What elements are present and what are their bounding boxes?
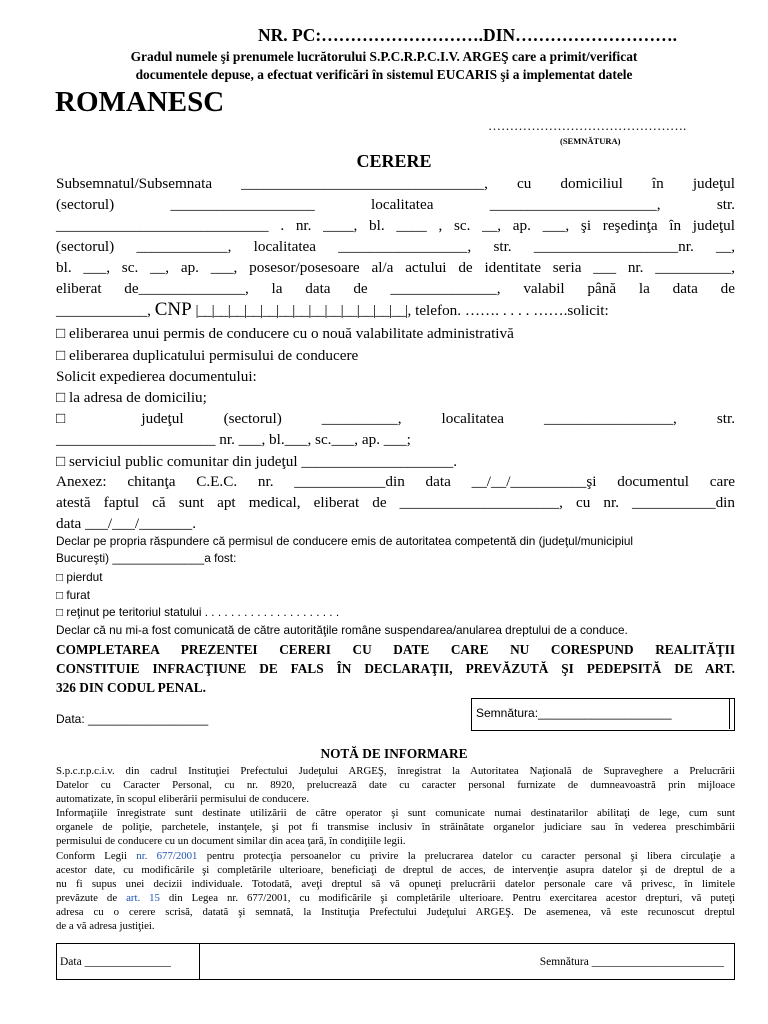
notice-p3-line-4 — [56, 892, 735, 906]
option-duplicate-checkbox[interactable]: □ eliberarea duplicatului permisului de conducere — [56, 347, 359, 364]
notice-date-cell[interactable] — [57, 944, 200, 980]
request-line-1[interactable]: Subsemnatul/Subsemnata ________________________________, cu domiciliul în judeţul — [56, 175, 735, 192]
notice-date-field[interactable]: Data _______________ — [60, 955, 171, 968]
ship-county-line[interactable]: □ judeţul (sectorul) __________, localitatea _________________, str. — [56, 410, 735, 427]
request-title: CERERE — [356, 151, 432, 171]
cnp-boxes[interactable]: |__|__|__|__|__|__|__|__|__|__|__|__|__| — [195, 302, 408, 319]
signature-field[interactable]: Semnătura:____________________ — [476, 706, 672, 720]
penal-warning-1: COMPLETAREA PREZENTEI CERERI CU DATE CARE NU CORESPUND REALITĂŢII — [56, 642, 735, 657]
registration-number[interactable]: NR. PC:……………………….DIN………………………. — [258, 25, 678, 45]
ship-home-checkbox[interactable]: □ la adresa de domiciliu; — [56, 389, 207, 406]
notice-p1-line-3: automatizate, în scopul eliberării permisului de conducere. — [56, 793, 310, 805]
annex-line-2[interactable]: atestă faptul că sunt apt medical, eliberat de _____________________, cu nr. ___________din — [56, 494, 735, 511]
stolen-checkbox[interactable]: □ furat — [56, 588, 91, 602]
request-line-2[interactable]: (sectorul) ___________________ localitatea ______________________, str. — [56, 196, 735, 213]
nationality-heading: ROMANESC — [55, 86, 225, 118]
lost-checkbox[interactable]: □ pierdut — [56, 570, 103, 584]
notice-p2-line-1: Informaţiile înregistrate sunt destinate utilizării de către operator şi sunt comunicate numai destinatarilor abilitaţi de lege, cum sunt — [56, 807, 735, 819]
ship-service-checkbox[interactable]: □ serviciul public comunitar din judeţul ____________________. — [56, 453, 458, 470]
notice-text: prevăzute de — [56, 892, 127, 904]
officer-signature-label: (SEMNĂTURA) — [560, 136, 621, 146]
notice-p3-line-2: acestor date, cu modificările şi completările ulterioare, beneficiaţi de dreptul de acces, de intervenţie asupra datelor şi de dreptul de a — [56, 864, 735, 876]
notice-title: NOTĂ DE INFORMARE — [320, 746, 468, 761]
notice-p1-line-2: Datelor cu Caracter Personal, cu nr. 8920, prelucrează date cu caracter personal furnizate de dumneavoastră prin mijloace — [56, 779, 735, 791]
cnp-line[interactable] — [56, 300, 609, 321]
date-field[interactable]: Data: __________________ — [56, 712, 209, 726]
declaration-line-2[interactable]: Bucureşti) ______________a fost: — [56, 551, 237, 565]
request-line-6[interactable]: eliberat de______________, la data de ______________, valabil până la data de — [56, 280, 735, 297]
article-15-link[interactable]: art. 15 — [126, 892, 160, 904]
ship-county-line-2[interactable]: _____________________ nr. ___, bl.___, sc.___, ap. ___; — [56, 431, 411, 448]
law-677-link[interactable]: nr. 677/2001 — [136, 850, 198, 862]
notice-signature-field[interactable]: Semnătura _______________________ — [539, 955, 724, 968]
request-line-5[interactable]: bl. ___, sc. __, ap. ___, posesor/posesoare al/a actului de identitate seria ___ nr. __________, — [56, 259, 735, 276]
annex-line-3[interactable]: data ___/___/_______. — [56, 515, 197, 532]
signature-box-edge — [729, 698, 730, 729]
notice-p3-line-1 — [56, 850, 735, 864]
notice-p3-line-6: de a vă adresa justiţiei. — [56, 920, 155, 932]
annex-line-1[interactable]: Anexez: chitanţa C.E.C. nr. ____________din data __/__/__________şi documentul care — [56, 473, 735, 490]
notice-text: Conform Legii — [56, 850, 137, 862]
retained-checkbox[interactable]: □ reţinut pe teritoriul statului . . . . . . . . . . . . . . . . . . . . . — [56, 605, 340, 619]
officer-note-line-2: documentele depuse, a efectuat verificări în sistemul EUCARIS şi a implementat datele — [135, 67, 633, 82]
notice-text: pentru protecţia persoanelor cu privire la prelucrarea datelor cu caracter personal şi libera circulaţie a — [197, 850, 735, 862]
declaration-line-1: Declar pe propria răspundere că permisul de conducere emis de autoritatea competentă din (judeţul/municipiul — [56, 534, 634, 548]
notice-p3-line-3: nu fi supus unei decizii individuale. Totodată, aveţi dreptul să vă opuneţi prelucrării datelor personale care vă privesc, în limitele — [56, 878, 735, 890]
phone-field[interactable]: , telefon. ……. . . . . …….solicit: — [407, 302, 609, 319]
suspension-statement: Declar că nu mi-a fost comunicată de către autorităţile române suspendarea/anularea dreptului de a conduce. — [56, 623, 628, 637]
notice-p2-line-2: organele de poliţie, parchetele, instanţele, şi pot fi transmise inclusiv în străinătate organelor judiciare sau în vederea preschimbării — [56, 821, 735, 833]
notice-signature-cell[interactable] — [200, 944, 735, 980]
officer-signature-line[interactable]: ………………………………………. — [488, 118, 687, 133]
notice-p3-line-5: adresa cu o cerere scrisă, datată şi semnată, la Instituţia Prefectului Judeţului ARGEŞ. De asemenea, vă este recunoscut dreptul — [56, 906, 735, 918]
shipping-title: Solicit expedierea documentului: — [56, 368, 257, 385]
cnp-prefix[interactable]: ____________, — [56, 302, 151, 319]
request-line-4[interactable]: (sectorul) ____________, localitatea _________________, str. ___________________nr. __, — [56, 238, 735, 255]
cnp-label: CNP — [154, 299, 192, 320]
request-line-3[interactable]: ____________________________ . nr. ____, bl. ____ , sc. __, ap. ___, şi reşedinţa în judeţul — [56, 217, 735, 234]
notice-signature-table — [56, 943, 735, 980]
notice-p2-line-3: permisului de conducere cu un document similar din acea ţară, în condiţiile legii. — [56, 835, 406, 847]
notice-text: din Legea nr. 677/2001, cu modificările şi completările ulterioare. Pentru exercitarea acestor drepturi, vă puteţi — [159, 892, 735, 904]
penal-warning-2: CONSTITUIE INFRACŢIUNE DE FALS ÎN DECLARAŢII, PREVĂZUTĂ ŞI PEDEPSITĂ DE ART. — [56, 661, 735, 676]
officer-note-line-1: Gradul numele şi prenumele lucrătorului S.P.C.R.P.C.I.V. ARGEŞ care a primit/verificat — [130, 49, 638, 64]
option-new-license-checkbox[interactable]: □ eliberarea unui permis de conducere cu o nouă valabilitate administrativă — [56, 325, 514, 342]
notice-p1-line-1: S.p.c.r.p.c.i.v. din cadrul Instituţiei Prefectului Judeţului ARGEŞ, înregistrat la Autoritatea Naţională de Supraveghere a Prelucrării — [56, 765, 735, 777]
penal-warning-3: 326 DIN CODUL PENAL. — [56, 680, 206, 695]
